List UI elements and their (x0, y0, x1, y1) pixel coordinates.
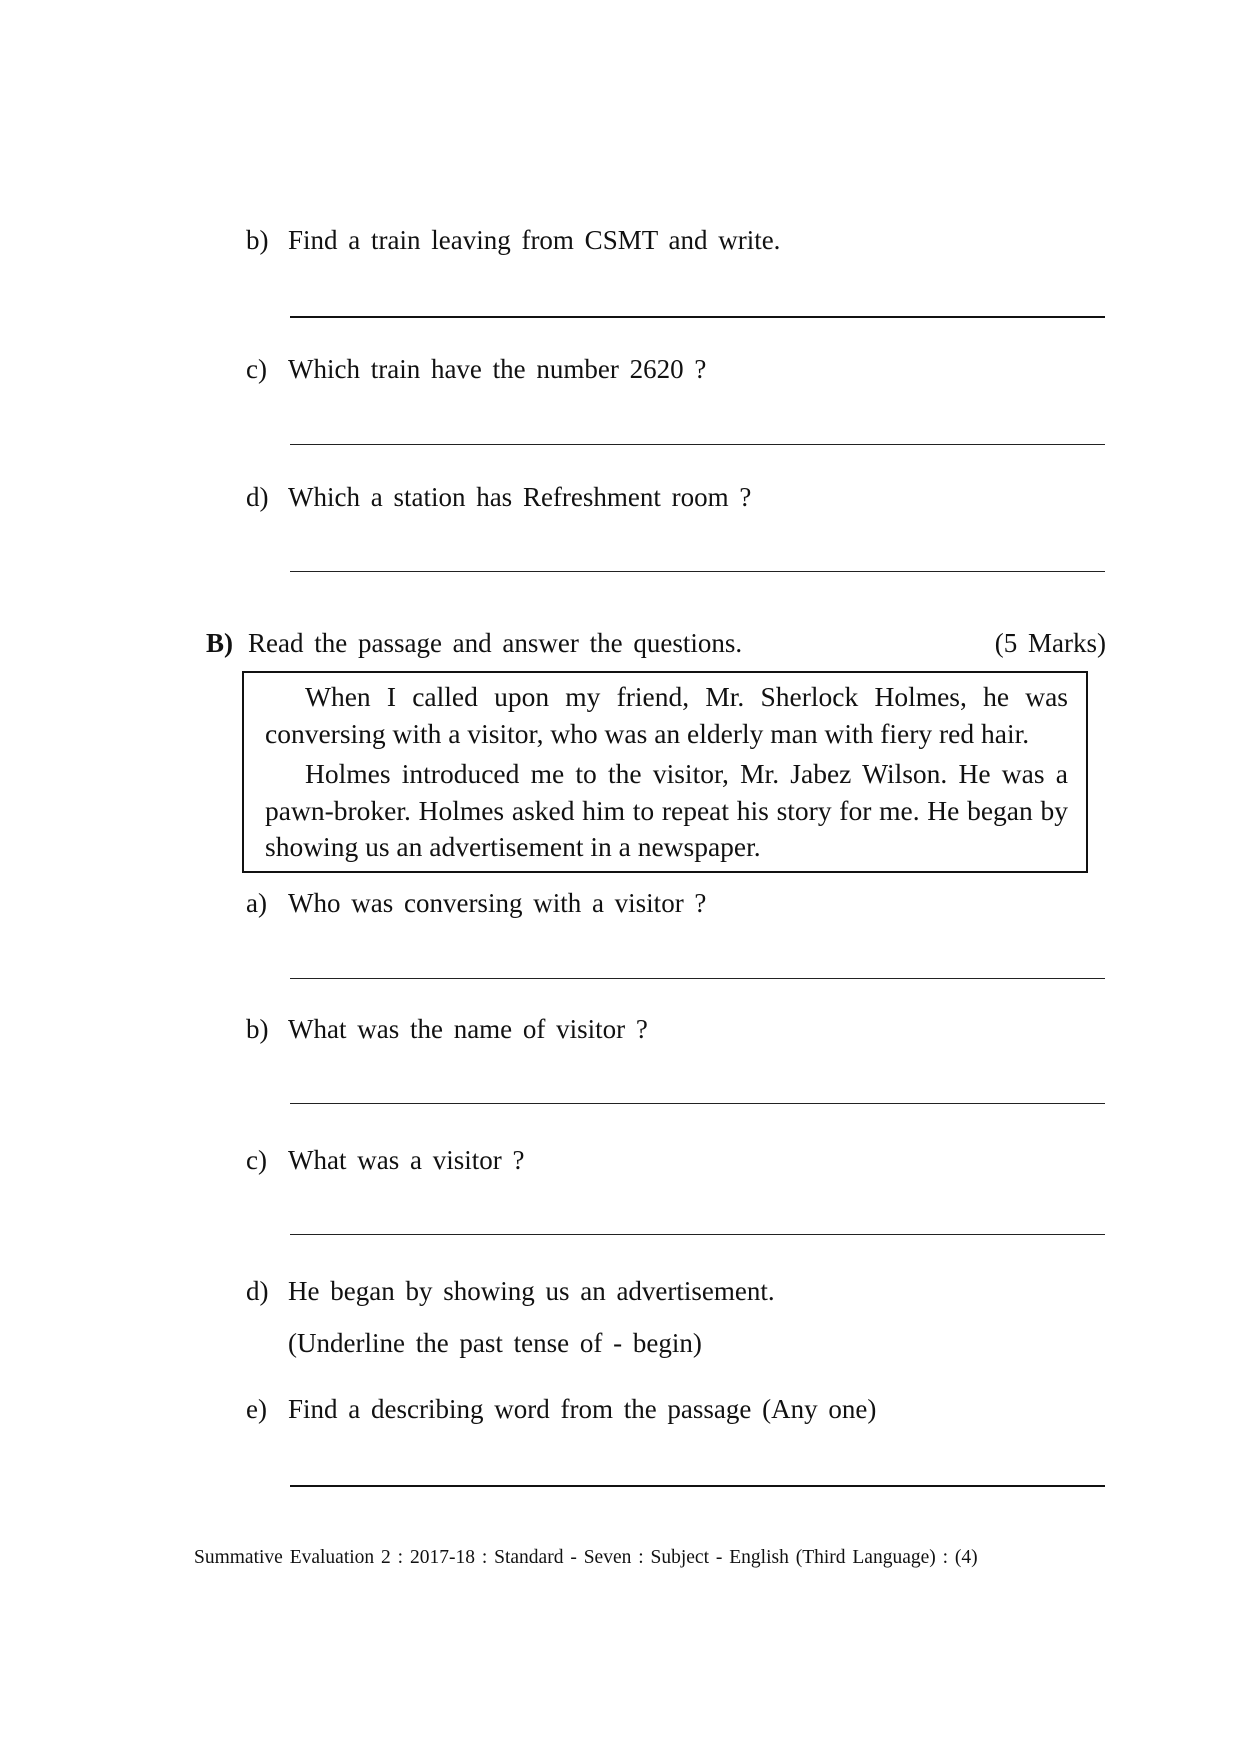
answer-line[interactable] (290, 571, 1105, 572)
question-c (246, 1144, 524, 1176)
question-a (246, 887, 706, 919)
question-c-top (246, 353, 706, 385)
answer-line[interactable] (290, 1103, 1105, 1104)
section-instruction: Read the passage and answer the questions. (248, 628, 743, 658)
answer-line[interactable] (290, 1485, 1105, 1487)
passage-paragraph: Holmes introduced me to the visitor, Mr. Jabez Wilson. He was a pawn-broker. Holmes asked him to repeat his story for me. He began by showing us an advertisement in a newspaper. (265, 758, 1068, 862)
question-label: a) (246, 888, 267, 918)
question-text: Who was conversing with a visitor ? (288, 888, 707, 918)
answer-line[interactable] (290, 316, 1105, 318)
section-marks: (5 Marks) (994, 628, 1106, 658)
passage-box (242, 671, 1088, 873)
question-label: e) (246, 1394, 267, 1424)
question-d-top (246, 481, 751, 513)
question-d (246, 1275, 775, 1307)
answer-line[interactable] (290, 444, 1105, 445)
question-e (246, 1393, 876, 1425)
question-subtext: (Underline the past tense of - begin) (288, 1328, 702, 1358)
question-text: What was a visitor ? (288, 1145, 525, 1175)
question-label: b) (246, 1014, 269, 1044)
question-b-top (246, 224, 780, 256)
question-text: Which a station has Refreshment room ? (288, 482, 752, 512)
question-label: d) (246, 482, 269, 512)
question-label: d) (246, 1276, 269, 1306)
answer-line[interactable] (290, 978, 1105, 979)
section-b-header (206, 627, 1106, 659)
question-label: b) (246, 225, 269, 255)
question-label: c) (246, 354, 267, 384)
question-b (246, 1013, 648, 1045)
question-text: He began by showing us an advertisement. (288, 1276, 775, 1306)
question-text: Which train have the number 2620 ? (288, 354, 707, 384)
question-text: What was the name of visitor ? (288, 1014, 648, 1044)
passage-paragraph: When I called upon my friend, Mr. Sherlock Holmes, he was conversing with a visitor, who was an elderly man with fiery red hair. (265, 681, 1068, 749)
page-footer: Summative Evaluation 2 : 2017-18 : Standard - Seven : Subject - English (Third Language) : (4) (194, 1547, 978, 1568)
section-letter: B) (206, 628, 233, 658)
question-text: Find a describing word from the passage (Any one) (288, 1394, 877, 1424)
question-d-instruction (288, 1327, 702, 1359)
question-text: Find a train leaving from CSMT and write. (288, 225, 781, 255)
question-label: c) (246, 1145, 267, 1175)
answer-line[interactable] (290, 1234, 1105, 1235)
